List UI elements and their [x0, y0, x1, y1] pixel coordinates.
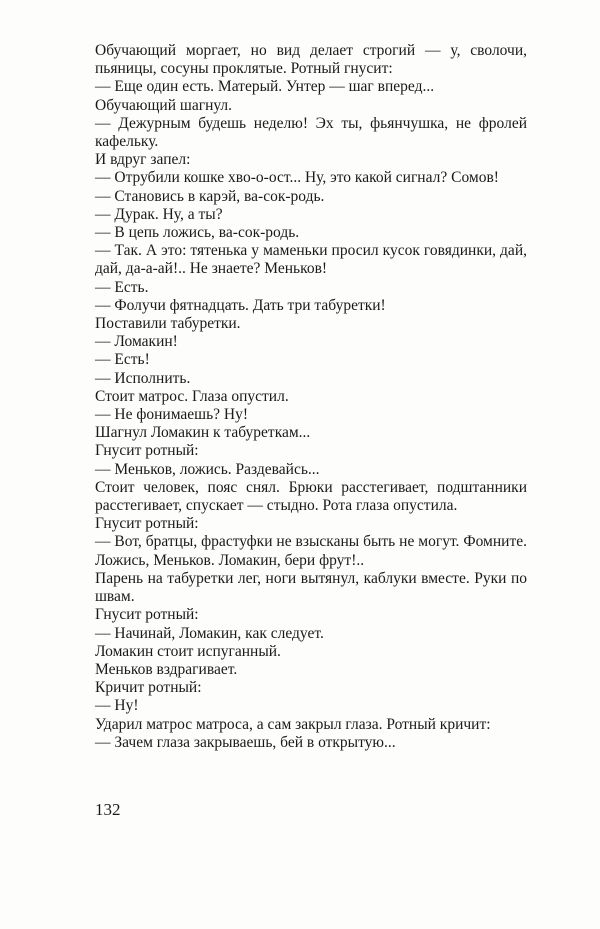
- paragraph: — Вот, братцы, фрастуфки не взысканы быть не могут. Фомните. Ложись, Меньков. Ломакин, бери фрут!..: [95, 533, 527, 569]
- paragraph: Шагнул Ломакин к табуреткам...: [95, 424, 311, 442]
- paragraph: Стоит человек, пояс снял. Брюки расстегивает, подштанники расстегивает, спускает — стыдно. Рота глаза опустила.: [95, 478, 527, 515]
- page-body-text: [95, 42, 527, 752]
- paragraph: Гнусит ротный:: [95, 515, 199, 533]
- paragraph: — Не фонимаешь? Ну!: [95, 406, 249, 424]
- paragraph: Стоит матрос. Глаза опустил.: [95, 387, 289, 405]
- paragraph: Ломакин стоит испуганный.: [95, 642, 281, 660]
- paragraph: Гнусит ротный:: [95, 606, 199, 624]
- paragraph: Гнусит ротный:: [95, 442, 199, 460]
- paragraph: Кричит ротный:: [95, 679, 202, 697]
- paragraph: — В цепь ложись, ва-сок-родь.: [95, 224, 300, 242]
- paragraph: — Исполнить.: [95, 369, 191, 387]
- paragraph: Ударил матрос матроса, а сам закрыл глаза. Ротный кричит:: [95, 715, 491, 733]
- paragraph: — Ломакин!: [95, 333, 178, 351]
- paragraph: — Есть!: [95, 351, 150, 369]
- paragraph: Парень на табуретки лег, ноги вытянул, каблуки вместе. Руки по швам.: [95, 569, 527, 606]
- paragraph: — Так. А это: тятенька у маменьки просил кусок говядинки, дай, дай, да-а-ай!.. Не знаете? Меньков!: [95, 242, 527, 278]
- paragraph: — Дурак. Ну, а ты?: [95, 205, 223, 223]
- paragraph: — Становись в карэй, ва-сок-родь.: [95, 187, 325, 205]
- paragraph: Обучающий моргает, но вид делает строгий — у, сволочи, пьяницы, сосуны проклятые. Ротный гнусит:: [95, 42, 527, 78]
- paragraph: Поставили табуретки.: [95, 315, 241, 333]
- paragraph: — Фолучи фятнадцать. Дать три табуретки!: [95, 296, 386, 314]
- paragraph: — Ну!: [95, 697, 139, 715]
- paragraph: — Отрубили кошке хво-о-ост... Ну, это какой сигнал? Сомов!: [95, 169, 499, 187]
- paragraph: Обучающий шагнул.: [95, 96, 233, 114]
- paragraph: — Дежурным будешь неделю! Эх ты, фьянчушка, не фролей кафельку.: [95, 114, 527, 151]
- paragraph: — Начинай, Ломакин, как следует.: [95, 624, 324, 642]
- paragraph: И вдруг запел:: [95, 151, 191, 169]
- page-number: 132: [95, 800, 121, 819]
- paragraph: — Еще один есть. Матерый. Унтер — шаг вперед...: [95, 78, 435, 96]
- paragraph: — Меньков, ложись. Раздевайсь...: [95, 460, 320, 478]
- paragraph: — Зачем глаза закрываешь, бей в открытую...: [95, 733, 396, 751]
- paragraph: Меньков вздрагивает.: [95, 660, 238, 678]
- paragraph: — Есть.: [95, 278, 149, 296]
